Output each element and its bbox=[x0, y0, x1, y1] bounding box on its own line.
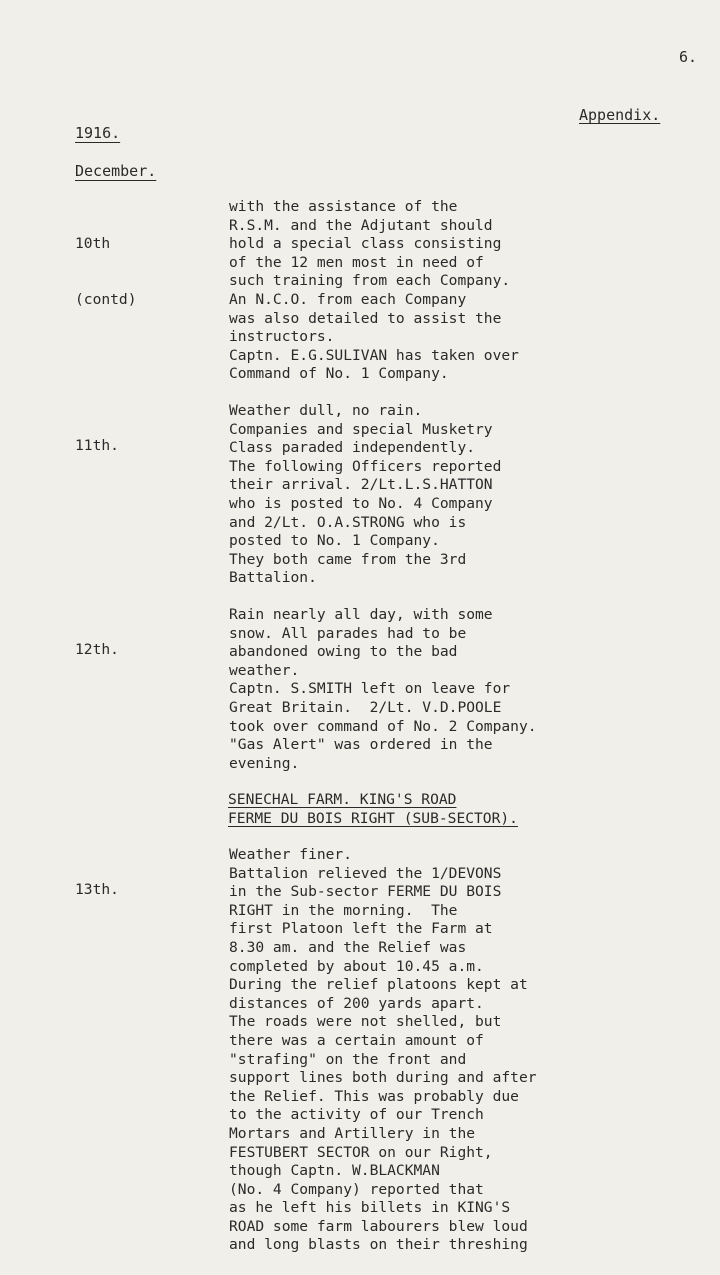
date-line: (contd) bbox=[75, 290, 137, 308]
text-line: in the Sub-sector FERME DU BOIS bbox=[229, 883, 502, 901]
text-line: such training from each Company. bbox=[229, 272, 511, 290]
text-line: as he left his billets in KING'S bbox=[229, 1199, 511, 1217]
text-line: Great Britain. 2/Lt. V.D.POOLE bbox=[229, 698, 502, 716]
text-line: distances of 200 yards apart. bbox=[229, 994, 484, 1012]
text-line: "strafing" on the front and bbox=[229, 1050, 467, 1068]
text-line: hold a special class consisting bbox=[229, 235, 502, 253]
entry-text-11th bbox=[229, 402, 699, 588]
text-line: abandoned owing to the bad bbox=[229, 643, 458, 661]
appendix-label: Appendix. bbox=[579, 106, 661, 124]
text-line: and long blasts on their threshing bbox=[229, 1236, 528, 1254]
text-line: Battalion. bbox=[229, 569, 317, 587]
entry-date-13th bbox=[75, 844, 119, 918]
text-line: (No. 4 Company) reported that bbox=[229, 1180, 484, 1198]
text-line: 8.30 am. and the Relief was bbox=[229, 938, 467, 956]
text-line: posted to No. 1 Company. bbox=[229, 532, 440, 550]
text-line: completed by about 10.45 a.m. bbox=[229, 957, 484, 975]
entry-date-11th bbox=[75, 400, 119, 474]
entry-text-12th bbox=[229, 606, 699, 773]
text-line: Weather finer. bbox=[229, 846, 353, 863]
text-line: R.S.M. and the Adjutant should bbox=[229, 216, 493, 234]
text-line: Command of No. 1 Company. bbox=[229, 365, 449, 383]
text-line: with the assistance of the bbox=[229, 198, 458, 215]
text-line: though Captn. W.BLACKMAN bbox=[229, 1162, 440, 1180]
text-line: Battalion relieved the 1/DEVONS bbox=[229, 864, 502, 882]
page-number: 6. bbox=[679, 48, 698, 66]
text-line: Mortars and Artillery in the bbox=[229, 1124, 476, 1142]
text-line: Captn. E.G.SULIVAN has taken over bbox=[229, 346, 519, 364]
text-line: the Relief. This was probably due bbox=[229, 1087, 519, 1105]
text-line: took over command of No. 2 Company. bbox=[229, 717, 537, 735]
date-line: 13th. bbox=[75, 881, 119, 899]
month-heading: December. bbox=[75, 162, 157, 180]
text-line: They both came from the 3rd bbox=[229, 550, 467, 568]
text-line: An N.C.O. from each Company bbox=[229, 290, 467, 308]
text-line: there was a certain amount of bbox=[229, 1031, 484, 1049]
text-line: who is posted to No. 4 Company bbox=[229, 494, 493, 512]
date-line: 12th. bbox=[75, 641, 119, 659]
entry-text-10th bbox=[229, 198, 699, 384]
date-line: 10th bbox=[75, 235, 111, 253]
entry-date-12th bbox=[75, 604, 119, 678]
text-line: The following Officers reported bbox=[229, 457, 502, 475]
year-heading: 1916. bbox=[75, 124, 121, 142]
text-line: During the relief platoons kept at bbox=[229, 976, 528, 994]
text-line: Class paraded independently. bbox=[229, 439, 476, 457]
text-line: evening. bbox=[229, 754, 300, 772]
text-line: of the 12 men most in need of bbox=[229, 253, 484, 271]
entry-text-13th bbox=[229, 846, 699, 1255]
date-line: 11th. bbox=[75, 437, 119, 455]
text-line: was also detailed to assist the bbox=[229, 309, 502, 327]
text-line: first Platoon left the Farm at bbox=[229, 920, 493, 938]
text-line: instructors. bbox=[229, 328, 335, 346]
text-line: Captn. S.SMITH left on leave for bbox=[229, 680, 511, 698]
text-line: FESTUBERT SECTOR on our Right, bbox=[229, 1143, 493, 1161]
text-line: Companies and special Musketry bbox=[229, 420, 493, 438]
text-line: their arrival. 2/Lt.L.S.HATTON bbox=[229, 476, 493, 494]
text-line: ROAD some farm labourers blew loud bbox=[229, 1217, 528, 1235]
text-line: The roads were not shelled, but bbox=[229, 1013, 502, 1031]
text-line: Rain nearly all day, with some bbox=[229, 606, 493, 623]
text-line: Weather dull, no rain. bbox=[229, 402, 423, 419]
entry-date-10th bbox=[75, 198, 137, 328]
text-line: to the activity of our Trench bbox=[229, 1106, 484, 1124]
text-line: "Gas Alert" was ordered in the bbox=[229, 736, 493, 754]
text-line: snow. All parades had to be bbox=[229, 624, 467, 642]
section-heading bbox=[228, 790, 518, 828]
text-line: weather. bbox=[229, 661, 300, 679]
text-line: RIGHT in the morning. The bbox=[229, 901, 458, 919]
text-line: and 2/Lt. O.A.STRONG who is bbox=[229, 513, 467, 531]
text-line: support lines both during and after bbox=[229, 1069, 537, 1087]
section-heading-line: FERME DU BOIS RIGHT (SUB-SECTOR). bbox=[228, 810, 518, 827]
section-heading-line: SENECHAL FARM. KING'S ROAD bbox=[228, 791, 457, 808]
